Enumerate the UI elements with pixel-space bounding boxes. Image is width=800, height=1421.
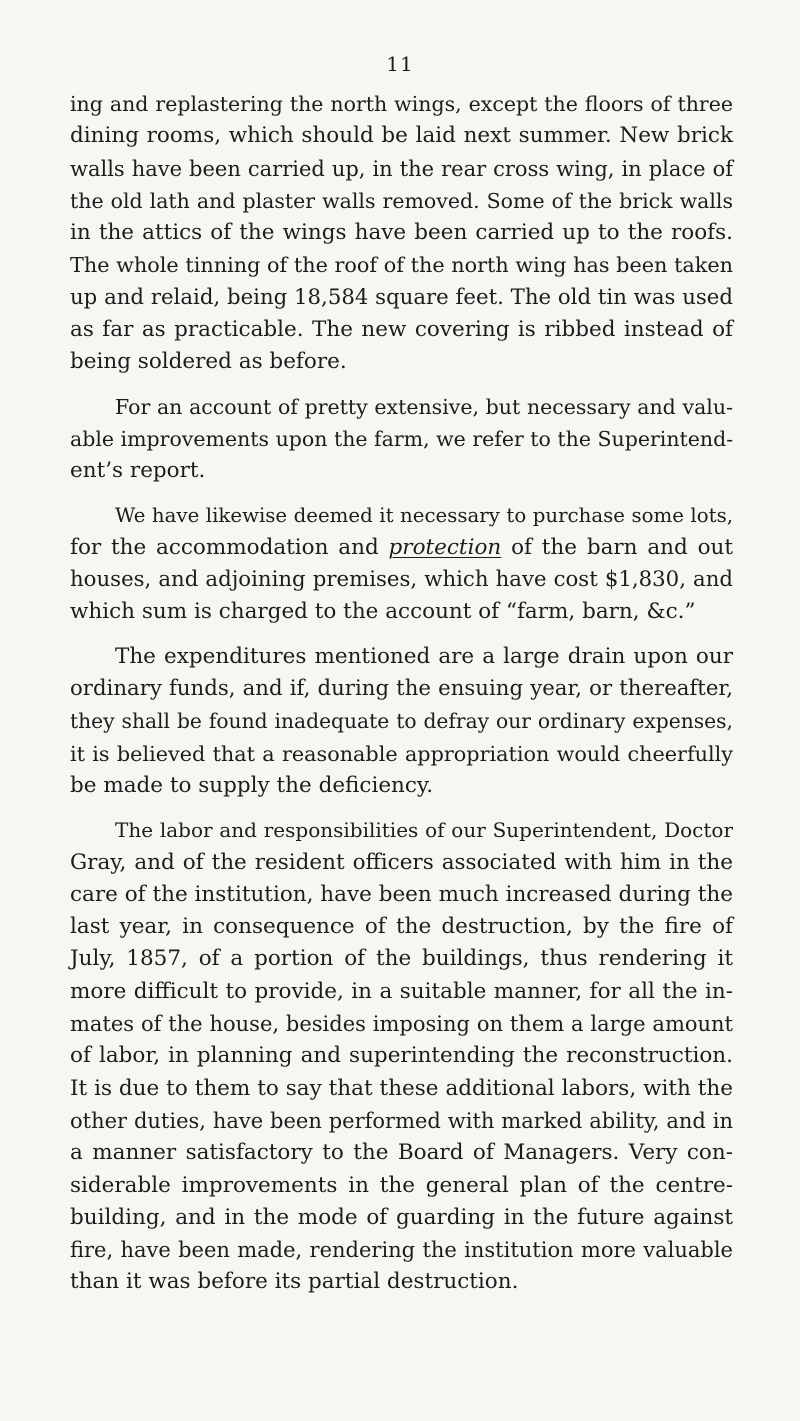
text-line: building, and in the mode of guarding in the future against [70,1204,733,1230]
body-text [70,88,733,1299]
text-line: last year, in consequence of the destruction, by the fire of [70,914,733,940]
text-line: be made to supply the deficiency. [70,772,434,798]
text-line: The whole tinning of the roof of the north wing has been taken [70,253,733,278]
text-segment: for the accommodation and [70,534,379,560]
paragraph-building-repairs [70,88,733,379]
text-line: a manner satisfactory to the Board of Managers. Very con- [70,1140,733,1166]
text-line: they shall be found inadequate to defray our ordinary expenses, [70,709,733,734]
text-line: than it was before its partial destruction. [70,1269,519,1295]
paragraph-farm-improvements [70,391,733,488]
text-line: as far as practicable. The new covering is ribbed instead of [70,317,733,343]
text-line: We have likewise deemed it necessary to purchase some lots, [115,503,733,527]
text-line: mates of the house, besides imposing on them a large amount [70,1012,733,1037]
text-segment: of the barn and out [511,534,734,560]
text-line: being soldered as before. [70,349,347,375]
text-line: in the attics of the wings have been carried up to the roofs. [70,220,733,246]
text-line: of labor, in planning and superintending the reconstruction. [70,1043,733,1069]
emphasized-word: protection [388,534,502,560]
page-number: 11 [386,52,414,76]
text-line: which sum is charged to the account of “farm, barn, &c.” [70,599,696,625]
text-line: more difficult to provide, in a suitable manner, for all the in- [70,978,733,1004]
text-line: ent’s report. [70,458,206,484]
text-line: ordinary funds, and if, during the ensuing year, or thereafter, [70,676,733,702]
text-line: houses, and adjoining premises, which have cost $1,830, and [70,567,733,593]
paragraph-lot-purchase [70,500,733,629]
text-line: other duties, have been performed with marked ability, and in [70,1108,733,1133]
text-line: Gray, and of the resident officers associated with him in the [70,849,733,875]
text-line: fire, have been made, rendering the institution more valuable [70,1238,733,1263]
text-line: the old lath and plaster walls removed. Some of the brick walls [70,188,733,213]
paragraph-expenditures [70,641,733,802]
text-line: It is due to them to say that these additional labors, with the [70,1075,733,1101]
text-line: July, 1857, of a portion of the buildings, thus rendering it [70,946,733,972]
text-line [70,532,733,564]
text-line: For an account of pretty extensive, but necessary and valu- [115,394,733,419]
text-line: it is believed that a reasonable appropriation would cheerfully [70,741,733,766]
text-line: siderable improvements in the general plan of the centre- [70,1172,733,1198]
text-line: care of the institution, have been much increased during the [70,881,733,907]
text-line: dining rooms, which should be laid next summer. New brick [70,123,733,149]
text-line: up and relaid, being 18,584 square feet. The old tin was used [70,284,733,310]
text-line: ing and replastering the north wings, except the floors of three [70,92,733,116]
paragraph-superintendent [70,814,733,1298]
text-line: The expenditures mentioned are a large drain upon our [115,643,733,669]
text-line: able improvements upon the farm, we refer to the Superintend- [70,426,734,451]
text-line: walls have been carried up, in the rear cross wing, in place of [70,156,733,181]
text-line: The labor and responsibilities of our Superintendent, Doctor [115,818,733,843]
